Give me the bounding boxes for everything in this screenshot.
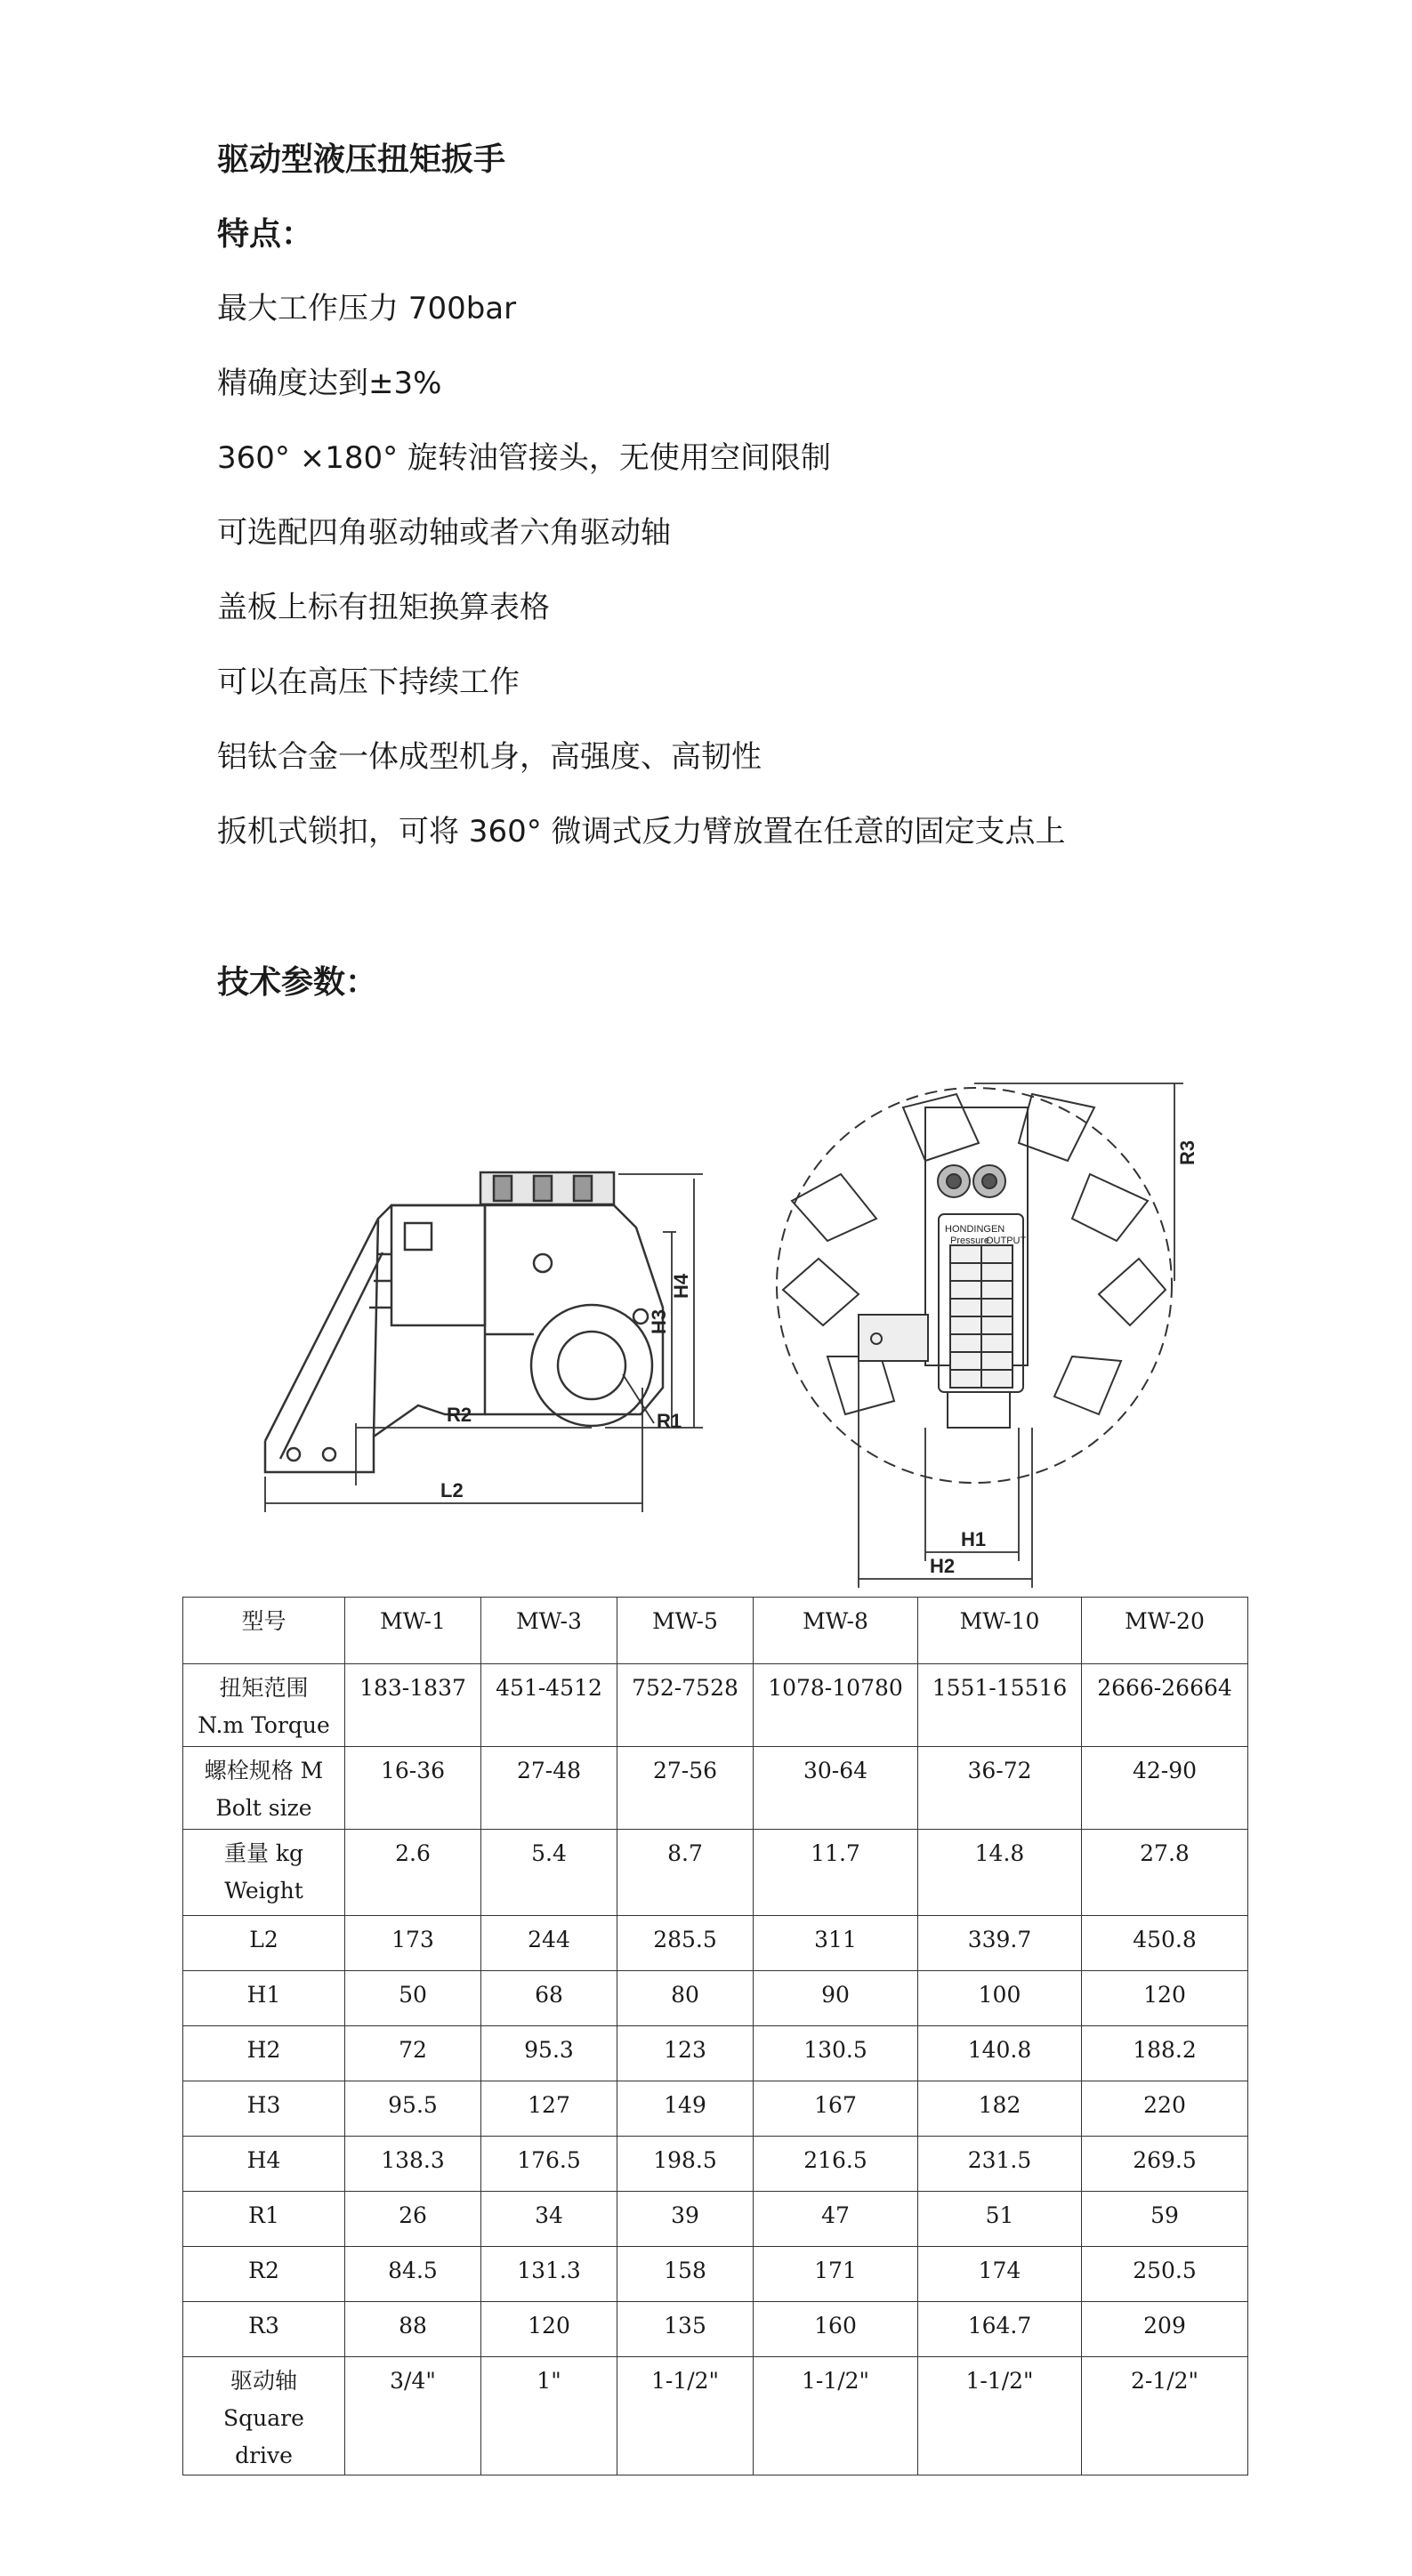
header-cell: MW-20 <box>1082 1598 1248 1664</box>
table-row <box>183 2357 1248 2475</box>
table-cell: 130.5 <box>754 2026 918 2081</box>
row-label: R2 <box>183 2247 345 2302</box>
table-cell: 47 <box>754 2192 918 2247</box>
row-label: H3 <box>183 2081 345 2137</box>
table-cell: 51 <box>918 2192 1082 2247</box>
table-cell: 59 <box>1082 2192 1248 2247</box>
dim-label-r3: R3 <box>1176 1139 1198 1165</box>
plate-brand: HONDINGEN <box>945 1224 1005 1235</box>
row-label: H2 <box>183 2026 345 2081</box>
table-cell: 174 <box>918 2247 1082 2302</box>
table-cell: 27.8 <box>1082 1830 1248 1916</box>
table-row <box>183 1830 1248 1916</box>
table-cell: 160 <box>754 2302 918 2357</box>
table-cell: 198.5 <box>617 2137 754 2192</box>
table-cell: 2666-26664 <box>1082 1664 1248 1747</box>
table-cell: 27-48 <box>481 1747 617 1830</box>
table-cell: 127 <box>481 2081 617 2137</box>
table-row <box>183 1664 1248 1747</box>
plate-label-pressure: Pressure <box>950 1236 990 1246</box>
table-cell: 209 <box>1082 2302 1248 2357</box>
reaction-arm-outline <box>265 1205 485 1472</box>
row-label: 重量 kg Weight <box>183 1830 345 1916</box>
table-cell: 26 <box>345 2192 481 2247</box>
dim-label-h4: H4 <box>670 1273 692 1299</box>
table-cell: 80 <box>617 1971 754 2026</box>
feature-item: 360° ×180° 旋转油管接头，无使用空间限制 <box>217 440 831 476</box>
row-label: H4 <box>183 2137 345 2192</box>
table-cell: 1" <box>481 2357 617 2475</box>
table-row <box>183 2192 1248 2247</box>
table-row <box>183 2081 1248 2137</box>
table-cell: 451-4512 <box>481 1664 617 1747</box>
table-cell: 1-1/2" <box>918 2357 1082 2475</box>
table-cell: 42-90 <box>1082 1747 1248 1830</box>
table-cell: 164.7 <box>918 2302 1082 2357</box>
table-cell: 1-1/2" <box>617 2357 754 2475</box>
row-label: H1 <box>183 1971 345 2026</box>
table-cell: 220 <box>1082 2081 1248 2137</box>
table-cell: 95.3 <box>481 2026 617 2081</box>
table-cell: 182 <box>918 2081 1082 2137</box>
features-heading: 特点： <box>217 216 314 253</box>
table-cell: 173 <box>345 1916 481 1971</box>
table-cell: 138.3 <box>345 2137 481 2192</box>
dim-label-r1: R1 <box>657 1410 682 1432</box>
table-cell: 34 <box>481 2192 617 2247</box>
table-cell: 231.5 <box>918 2137 1082 2192</box>
table-cell: 450.8 <box>1082 1916 1248 1971</box>
table-header-row <box>183 1598 1248 1664</box>
table-row <box>183 1971 1248 2026</box>
table-cell: 8.7 <box>617 1830 754 1916</box>
front-view-drawing <box>777 1088 1172 1483</box>
header-cell: MW-1 <box>345 1598 481 1664</box>
feature-item: 铝钛合金一体成型机身，高强度、高韧性 <box>217 739 762 775</box>
table-cell: 120 <box>481 2302 617 2357</box>
table-cell: 100 <box>918 1971 1082 2026</box>
table-cell: 2-1/2" <box>1082 2357 1248 2475</box>
table-cell: 5.4 <box>481 1830 617 1916</box>
table-cell: 1-1/2" <box>754 2357 918 2475</box>
header-cell: MW-3 <box>481 1598 617 1664</box>
plate-label-output: OUTPUT <box>986 1236 1027 1246</box>
table-cell: 68 <box>481 1971 617 2026</box>
table-cell: 171 <box>754 2247 918 2302</box>
wrench-dimension-drawing <box>0 1023 1412 1592</box>
table-cell: 183-1837 <box>345 1664 481 1747</box>
dim-label-h2: H2 <box>930 1555 956 1577</box>
table-cell: 1551-15516 <box>918 1664 1082 1747</box>
specs-heading: 技术参数： <box>217 964 378 1001</box>
dim-label-h1: H1 <box>961 1528 987 1550</box>
table-row <box>183 2026 1248 2081</box>
table-cell: 90 <box>754 1971 918 2026</box>
row-label: 螺栓规格 M Bolt size <box>183 1747 345 1830</box>
table-cell: 72 <box>345 2026 481 2081</box>
table-cell: 95.5 <box>345 2081 481 2137</box>
table-cell: 123 <box>617 2026 754 2081</box>
table-cell: 158 <box>617 2247 754 2302</box>
table-cell: 1078-10780 <box>754 1664 918 1747</box>
table-row <box>183 1747 1248 1830</box>
feature-item: 可以在高压下持续工作 <box>217 664 520 700</box>
table-cell: 269.5 <box>1082 2137 1248 2192</box>
table-cell: 50 <box>345 1971 481 2026</box>
table-cell: 135 <box>617 2302 754 2357</box>
table-cell: 36-72 <box>918 1747 1082 1830</box>
table-cell: 3/4" <box>345 2357 481 2475</box>
table-cell: 30-64 <box>754 1747 918 1830</box>
table-cell: 244 <box>481 1916 617 1971</box>
feature-item: 可选配四角驱动轴或者六角驱动轴 <box>217 515 671 551</box>
dim-label-l2: L2 <box>440 1479 464 1501</box>
feature-list <box>217 290 1066 888</box>
table-cell: 120 <box>1082 1971 1248 2026</box>
table-row <box>183 2137 1248 2192</box>
table-cell: 188.2 <box>1082 2026 1248 2081</box>
table-row <box>183 1916 1248 1971</box>
header-cell: 型号 <box>183 1598 345 1664</box>
table-cell: 752-7528 <box>617 1664 754 1747</box>
table-cell: 84.5 <box>345 2247 481 2302</box>
table-cell: 14.8 <box>918 1830 1082 1916</box>
table-cell: 2.6 <box>345 1830 481 1916</box>
table-row <box>183 2247 1248 2302</box>
table-cell: 216.5 <box>754 2137 918 2192</box>
page-title: 驱动型液压扭矩扳手 <box>217 141 506 178</box>
row-label: 驱动轴 Square drive <box>183 2357 345 2475</box>
spec-table <box>182 1597 1248 2475</box>
row-label: L2 <box>183 1916 345 1971</box>
row-label: 扭矩范围 N.m Torque <box>183 1664 345 1747</box>
table-cell: 285.5 <box>617 1916 754 1971</box>
table-cell: 311 <box>754 1916 918 1971</box>
dim-label-h3: H3 <box>648 1308 670 1334</box>
table-cell: 167 <box>754 2081 918 2137</box>
feature-item: 盖板上标有扭矩换算表格 <box>217 590 550 625</box>
feature-item: 最大工作压力 700bar <box>217 291 517 326</box>
table-cell: 11.7 <box>754 1830 918 1916</box>
table-cell: 88 <box>345 2302 481 2357</box>
table-cell: 339.7 <box>918 1916 1082 1971</box>
feature-item: 扳机式锁扣，可将 360° 微调式反力臂放置在任意的固定支点上 <box>217 814 1066 849</box>
feature-item: 精确度达到±3% <box>217 366 442 401</box>
table-cell: 140.8 <box>918 2026 1082 2081</box>
table-cell: 176.5 <box>481 2137 617 2192</box>
header-cell: MW-10 <box>918 1598 1082 1664</box>
table-cell: 39 <box>617 2192 754 2247</box>
table-cell: 149 <box>617 2081 754 2137</box>
table-cell: 250.5 <box>1082 2247 1248 2302</box>
table-cell: 131.3 <box>481 2247 617 2302</box>
row-label: R3 <box>183 2302 345 2357</box>
table-cell: 27-56 <box>617 1747 754 1830</box>
header-cell: MW-8 <box>754 1598 918 1664</box>
table-row <box>183 2302 1248 2357</box>
row-label: R1 <box>183 2192 345 2247</box>
header-cell: MW-5 <box>617 1598 754 1664</box>
table-cell: 16-36 <box>345 1747 481 1830</box>
dim-label-r2: R2 <box>447 1404 472 1426</box>
